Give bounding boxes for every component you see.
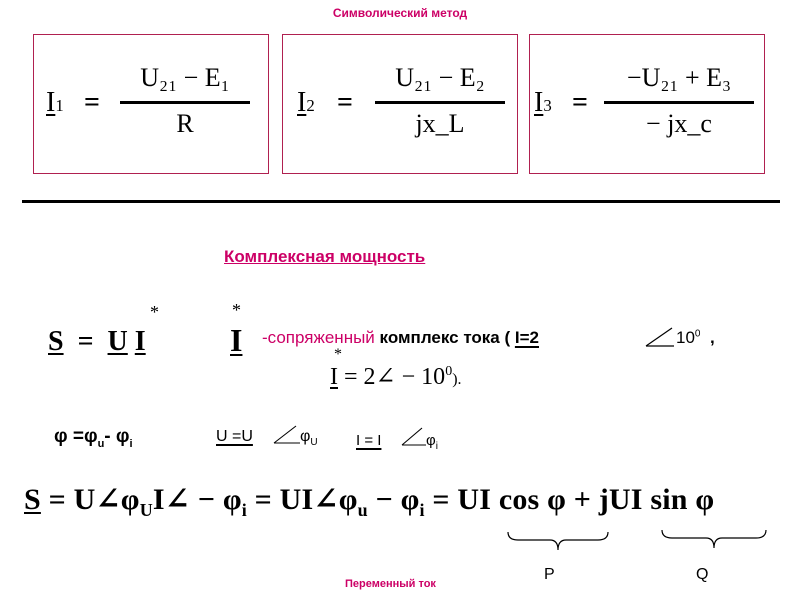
section-title: Комплексная мощность: [224, 247, 426, 266]
formula-3-equals: =: [572, 87, 588, 118]
conj-star: *: [232, 300, 241, 320]
conj-desc-rest: комплекс тока (: [374, 328, 511, 347]
angle-icon: [642, 326, 676, 350]
formula-3-numerator: −U₂₁ + E₃: [626, 63, 732, 92]
formula-1-denominator: R: [176, 109, 194, 138]
conj-description: [262, 328, 539, 348]
brace-p: [506, 530, 610, 554]
phase-relation: $\varphi =\varphi_u-$ $\varphi_i$: [54, 426, 133, 450]
u-phase: $\varphi_U$: [300, 428, 318, 449]
label-q: Q: [696, 566, 709, 583]
formula-3-denominator: − jx_c: [646, 109, 712, 138]
conj-example: I=2: [514, 328, 539, 347]
formula-1-equals: =: [84, 87, 100, 118]
formula-1-numerator: U₂₁ − E₁: [140, 63, 230, 92]
slide-footer-title: Переменный ток: [345, 578, 436, 590]
formula-box-2: [282, 34, 518, 174]
formula-1-fraction: [120, 57, 250, 157]
conj-example-angle: $10^0$ ,: [676, 328, 715, 347]
formula-3-lhs: I3: [534, 87, 552, 118]
formula-box-3: [529, 34, 765, 174]
conj-symbol: I: [230, 322, 243, 358]
power-equation: S = U I: [48, 326, 146, 357]
conj-line2: I = 2∠ − $10^0$).: [330, 364, 462, 390]
label-p: P: [544, 566, 555, 583]
slide-header-title: Символический метод: [332, 6, 468, 20]
formula-2-numerator: U₂₁ − E₂: [395, 63, 485, 92]
u-definition: U =U: [216, 428, 253, 445]
section-divider: [22, 200, 780, 203]
formula-2-fraction: [375, 57, 505, 157]
formula-box-1: [33, 34, 269, 174]
complex-power-formula: $S = U\angle\varphi_UI\angle - \varphi_i$ = $UI\angle\varphi_u - \varphi_i$ = UI cos φ + jUI sin φ: [24, 483, 715, 520]
power-equation-star: *: [150, 302, 159, 322]
formula-2-fraction-bar: [375, 101, 505, 104]
formula-3-fraction-bar: [604, 101, 754, 104]
formula-2-lhs: I2: [297, 87, 315, 118]
formula-1-lhs: I1: [46, 87, 64, 118]
conj-desc-colored: -сопряженный: [262, 328, 375, 347]
i-definition: I = I: [356, 432, 382, 449]
i-phase: $\varphi_i$: [426, 432, 438, 452]
formula-2-equals: =: [337, 87, 353, 118]
formula-3-fraction: [604, 57, 754, 157]
formula-1-fraction-bar: [120, 101, 250, 104]
angle-icon: [400, 426, 428, 448]
formula-2-denominator: jx_L: [415, 109, 465, 138]
angle-icon: [272, 424, 302, 446]
conj-line2-star: *: [334, 346, 342, 363]
brace-q: [660, 528, 768, 552]
